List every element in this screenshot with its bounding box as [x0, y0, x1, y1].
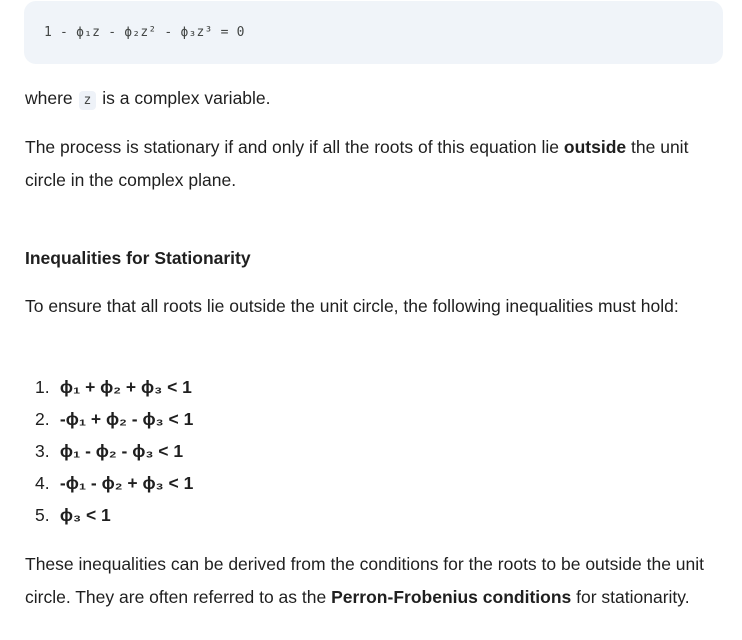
- list-item-number: 5.: [35, 505, 50, 525]
- list-item-number: 2.: [35, 409, 50, 429]
- where-text-after: is a complex variable.: [102, 88, 271, 108]
- list-item-number: 4.: [35, 473, 50, 493]
- list-item-number: 3.: [35, 441, 50, 461]
- equation-code: 1 - ϕ₁z - ϕ₂z² - ϕ₃z³ = 0: [44, 25, 245, 40]
- closing-bold: Perron-Frobenius conditions: [331, 587, 572, 607]
- intro-paragraph: To ensure that all roots lie outside the unit circle, the following inequalities must hold:: [25, 296, 679, 316]
- closing-text-after: for stationarity.: [576, 587, 690, 607]
- stationary-bold: outside: [563, 137, 627, 157]
- section-heading: Inequalities for Stationarity: [25, 248, 251, 268]
- stationary-text: The process is stationary if and only if all the roots of this equation lie: [25, 137, 560, 157]
- list-item: [35, 467, 193, 499]
- stationary-text-after: the unit circle in the complex plane.: [25, 137, 689, 190]
- list-item: [35, 499, 193, 531]
- list-item: [35, 403, 193, 435]
- list-item: [35, 435, 193, 467]
- list-item-expression: ϕ₃ < 1: [59, 505, 111, 525]
- list-item: [35, 371, 193, 403]
- list-item-expression: -ϕ₁ + ϕ₂ - ϕ₃ < 1: [59, 409, 194, 429]
- equation-code-block: [24, 1, 723, 64]
- inline-code-z: z: [79, 91, 97, 110]
- stationary-paragraph: [25, 131, 725, 197]
- list-item-expression: -ϕ₁ - ϕ₂ + ϕ₃ < 1: [59, 473, 194, 493]
- list-item-expression: ϕ₁ + ϕ₂ + ϕ₃ < 1: [59, 377, 192, 397]
- closing-paragraph: [25, 548, 725, 614]
- list-item-expression: ϕ₁ - ϕ₂ - ϕ₃ < 1: [59, 441, 184, 461]
- where-text: where: [25, 88, 73, 108]
- where-paragraph: [25, 82, 725, 117]
- closing-text: These inequalities can be derived from the conditions for the roots to be outside the unit circle. They are often referred to as the: [25, 554, 705, 607]
- list-item-number: 1.: [35, 377, 50, 397]
- inequality-list: [35, 371, 193, 531]
